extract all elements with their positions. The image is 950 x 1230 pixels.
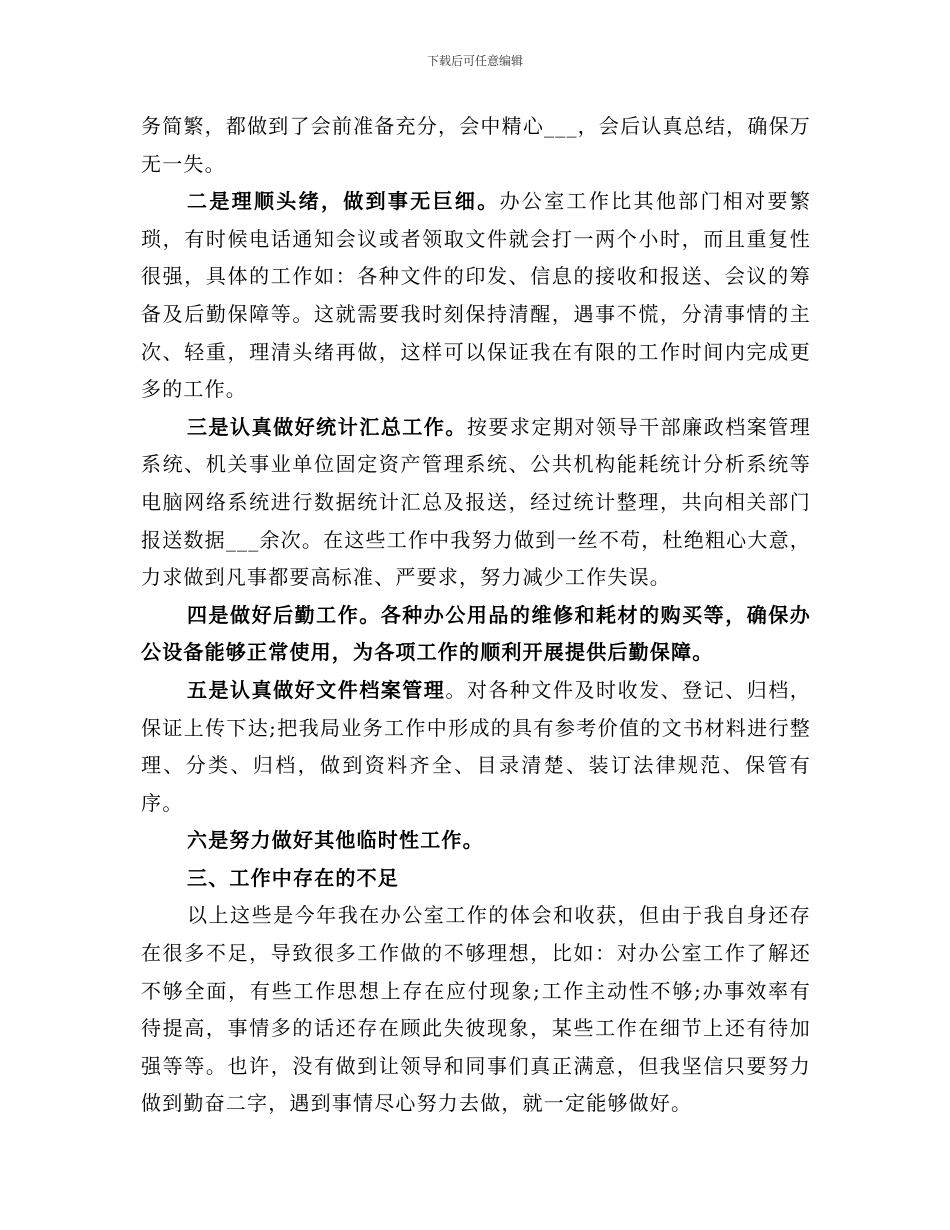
paragraph-item-2: [141, 183, 811, 409]
paragraph-text: 以上这些是今年我在办公室工作的体会和收获，但由于我自身还存在很多不足，导致很多工作做的不够理想，比如：对办公室工作了解还不够全面，有些工作思想上存在应付现象;工作主动性不够;办事效率有待提高，事情多的话还存在顾此失彼现象，某些工作在细节上还有待加强等等。也许，没有做到让领导和同事们真正满意，但我坚信只要努力做到勤奋二字，遇到事情尽心努力去做，就一定能够做好。: [141, 903, 811, 1116]
paragraph-item-6: [141, 822, 811, 860]
paragraph-heading: 三是认真做好统计汇总工作。: [187, 414, 467, 439]
paragraph-shortcomings: [141, 897, 811, 1123]
paragraph-item-3: [141, 409, 811, 597]
paragraph-heading: 五是认真做好文件档案管理: [187, 677, 446, 702]
paragraph-heading: 六是努力做好其他临时性工作。: [187, 828, 484, 853]
section-title: 三、工作中存在的不足: [187, 865, 399, 890]
document-body: [141, 108, 811, 1123]
paragraph-continuation: [141, 108, 811, 183]
paragraph-text: 。对各种文件及时收发、登记、归档，保证上传下达;把我局业务工作中形成的具有参考价值的文书材料进行整理、分类、归档，做到资料齐全、目录清楚、装订法律规范、保管有序。: [141, 677, 811, 815]
paragraph-text: 务简繁，都做到了会前准备充分，会中精心___，会后认真总结，确保万无一失。: [141, 114, 811, 176]
paragraph-heading: 二是理顺头绪，做到事无巨细。: [187, 189, 500, 214]
paragraph-item-5: [141, 672, 811, 822]
paragraph-item-4: [141, 597, 811, 672]
paragraph-text: 按要求定期对领导干部廉政档案管理系统、机关事业单位固定资产管理系统、公共机构能耗统计分析系统等电脑网络系统进行数据统计汇总及报送，经过统计整理，共向相关部门报送数据___余次。在这些工作中我努力做到一丝不苟，杜绝粗心大意，力求做到凡事都要高标准、严要求，努力减少工作失误。: [141, 414, 811, 590]
section-heading: [141, 860, 811, 898]
paragraph-heading: 四是做好后勤工作。各种办公用品的维修和耗材的购买等，确保办公设备能够正常使用，为各项工作的顺利开展提供后勤保障。: [141, 602, 811, 665]
paragraph-text: 办公室工作比其他部门相对要繁琐，有时候电话通知会议或者领取文件就会打一两个小时，而且重复性很强，具体的工作如：各种文件的印发、信息的接收和报送、会议的筹备及后勤保障等。这就需要我时刻保持清醒，遇事不慌，分清事情的主次、轻重，理清头绪再做，这样可以保证我在有限的工作时间内完成更多的工作。: [141, 189, 811, 402]
page-header-note: 下载后可任意编辑: [426, 54, 523, 68]
